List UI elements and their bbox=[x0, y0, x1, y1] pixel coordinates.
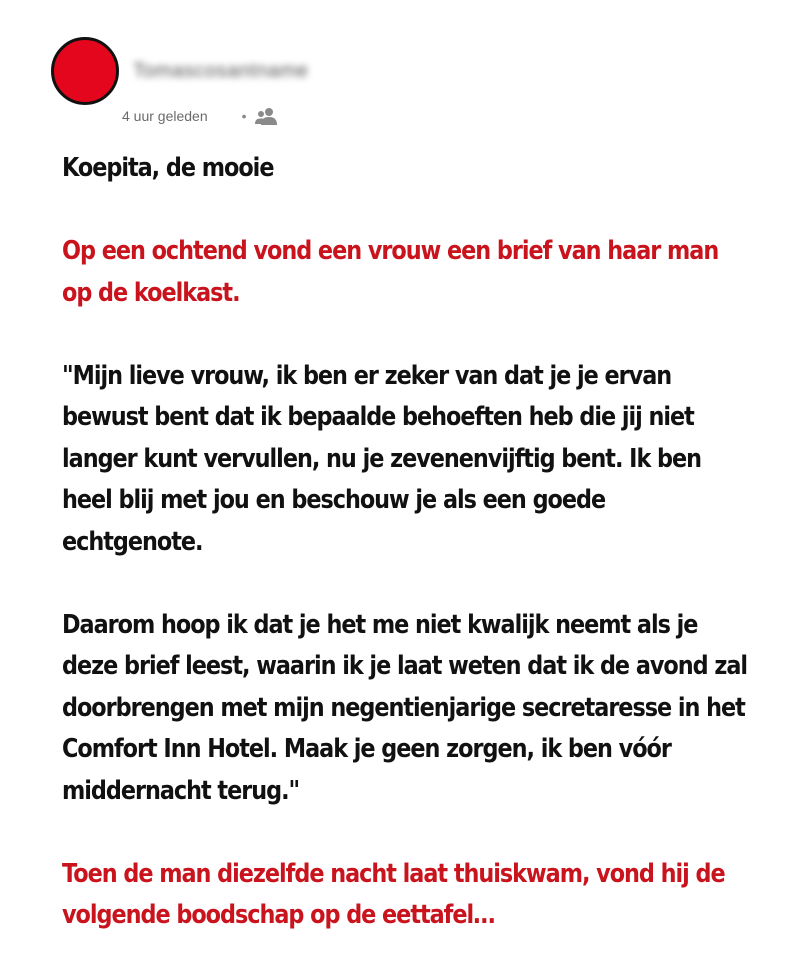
letter-paragraph-2: Daarom hoop ik dat je het me niet kwalijk neemt als je deze brief leest, waarin ik je laat weten dat ik de avond zal doorbrengen met mijn negentienjarige secretaresse in het Comfort Inn Hotel. Maak je geen zorgen, ik ben vóór middernacht terug." bbox=[62, 609, 748, 806]
post-title: Koepita, de mooie bbox=[62, 153, 274, 183]
author-name[interactable]: Tomascosantname bbox=[133, 60, 309, 82]
meta-separator: • bbox=[241, 108, 247, 124]
post-body bbox=[62, 148, 748, 978]
post-outro: Toen de man diezelfde nacht laat thuiskwam, vond hij de volgende boodschap op de eettafel… bbox=[62, 858, 725, 930]
post-meta bbox=[122, 106, 277, 126]
post-header bbox=[0, 0, 800, 140]
people-icon[interactable] bbox=[255, 107, 277, 125]
letter-paragraph-1: "Mijn lieve vrouw, ik ben er zeker van dat je je ervan bewust bent dat ik bepaalde behoeften heb die jij niet langer kunt vervullen, nu je zevenenvijftig bent. Ik ben heel blij met jou en beschouw je als een goede echtgenote. bbox=[62, 360, 702, 557]
avatar[interactable] bbox=[51, 37, 119, 105]
post-time[interactable]: 4 uur geleden bbox=[122, 108, 208, 124]
post-intro: Op een ochtend vond een vrouw een brief van haar man op de koelkast. bbox=[62, 236, 719, 308]
